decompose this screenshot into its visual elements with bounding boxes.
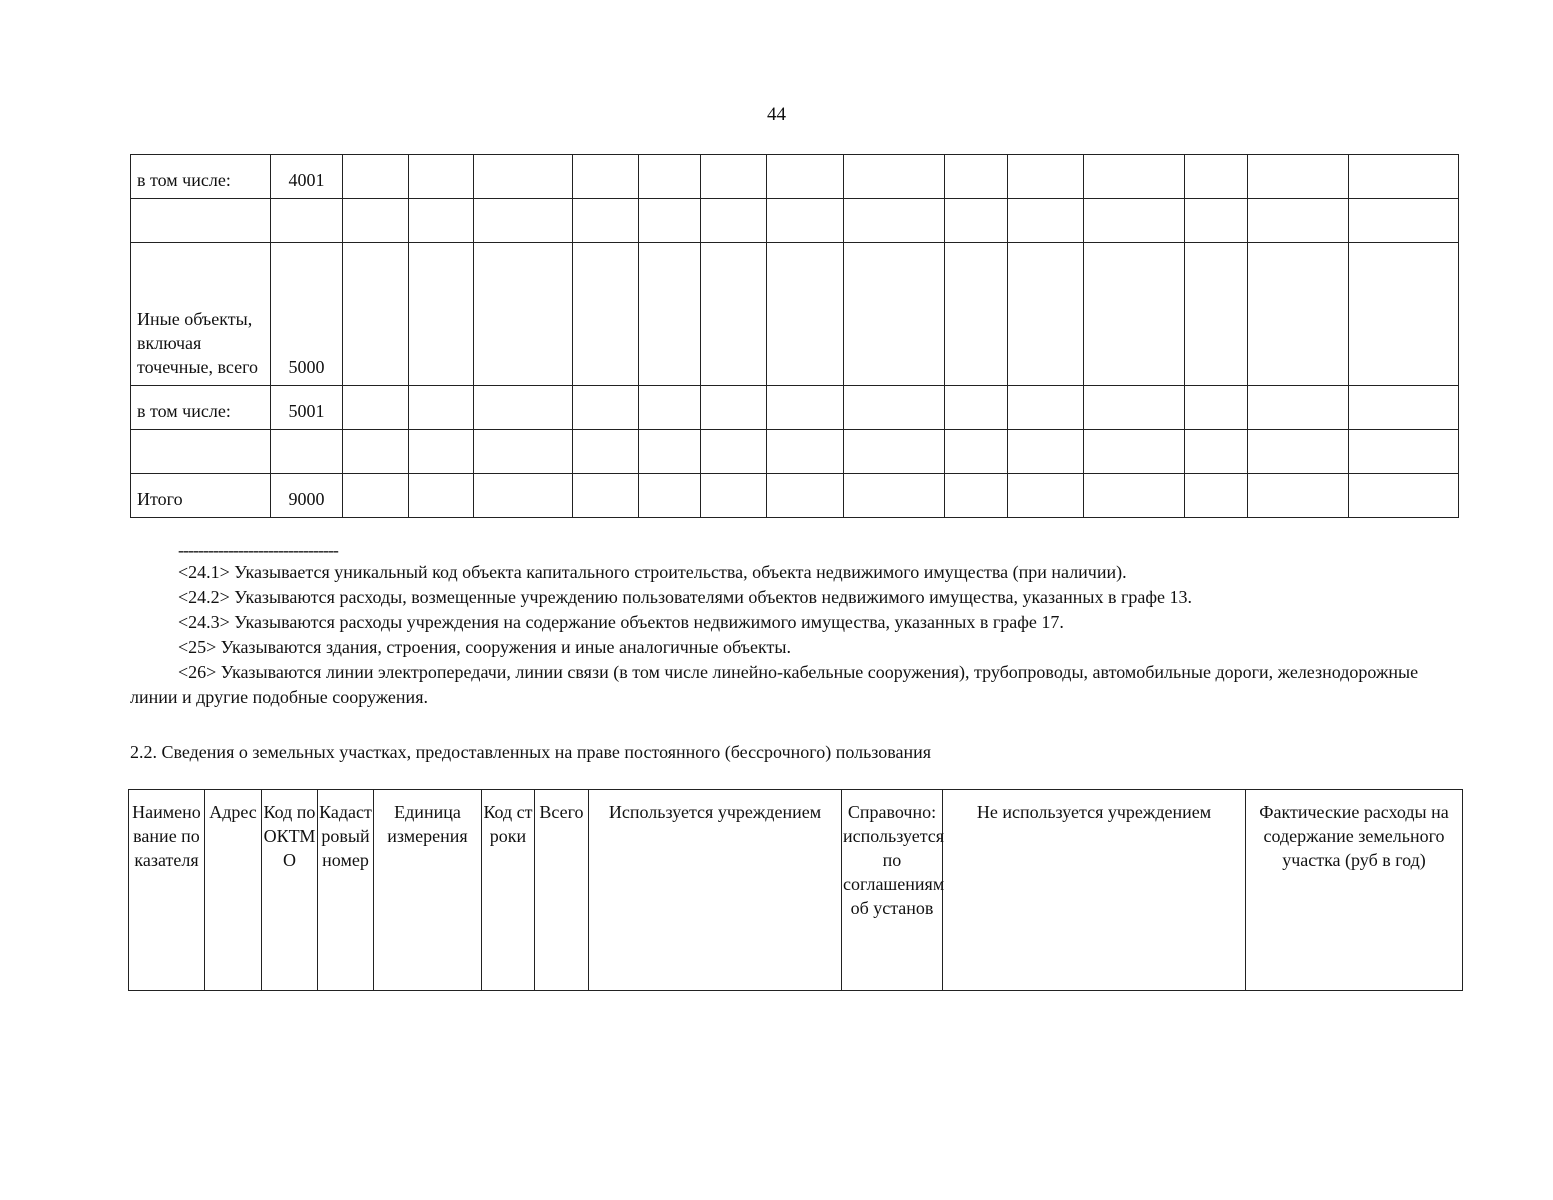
empty-cell [1084,386,1185,430]
empty-cell [945,243,1008,386]
empty-cell [701,199,767,243]
empty-cell [1185,474,1248,518]
empty-cell [409,155,474,199]
empty-cell [573,243,639,386]
section-title: 2.2. Сведения о земельных участках, предоставленных на праве постоянного (бессрочного) пользования [130,742,932,762]
empty-cell [474,243,573,386]
empty-cell [573,430,639,474]
empty-cell [767,199,844,243]
empty-cell [701,386,767,430]
empty-cell [1349,243,1459,386]
row-code: 5001 [271,386,343,430]
footnote-25: <25> Указываются здания, строения, сооружения и иные аналогичные объекты. [178,637,791,657]
empty-cell [1008,199,1084,243]
header-used-by-institution: Используется учреждением [589,790,842,991]
empty-cell [1084,243,1185,386]
row-code: 4001 [271,155,343,199]
header-indicator-name: Наименование показателя [129,790,205,991]
empty-cell [639,474,701,518]
empty-cell [343,199,409,243]
row-code: 9000 [271,474,343,518]
table-row [131,474,1459,518]
empty-cell [1349,199,1459,243]
empty-cell [1084,199,1185,243]
footnote-separator: -------------------------------- [178,540,338,560]
empty-cell [945,474,1008,518]
row-code [271,199,343,243]
empty-cell [1185,155,1248,199]
empty-cell [1008,474,1084,518]
land-plots-header-row [129,790,1463,991]
empty-cell [1008,386,1084,430]
empty-cell [474,474,573,518]
empty-cell [945,386,1008,430]
header-address: Адрес [205,790,262,991]
header-oktmo-code: Код по ОКТМО [262,790,318,991]
empty-cell [1248,430,1349,474]
empty-cell [639,199,701,243]
empty-cell [1084,430,1185,474]
header-actual-expenses: Фактические расходы на содержание земельного участка (руб в год) [1246,790,1463,991]
empty-cell [844,474,945,518]
empty-cell [474,155,573,199]
header-row-code: Код строки [482,790,535,991]
empty-cell [844,243,945,386]
header-cadastral-number: Кадастровый номер [318,790,374,991]
empty-cell [1248,474,1349,518]
empty-cell [701,243,767,386]
table-row [131,155,1459,199]
empty-cell [767,474,844,518]
empty-cell [343,474,409,518]
table-row [131,199,1459,243]
footnote-24-1: <24.1> Указывается уникальный код объекта капитального строительства, объекта недвижимого имущества (при наличии). [178,562,1127,582]
empty-cell [1084,155,1185,199]
empty-cell [639,430,701,474]
empty-cell [409,474,474,518]
empty-cell [474,199,573,243]
empty-cell [1248,386,1349,430]
empty-cell [945,199,1008,243]
empty-cell [1349,155,1459,199]
empty-cell [1349,386,1459,430]
empty-cell [639,386,701,430]
row-label [131,430,271,474]
header-unit-of-measure: Единица измерения [374,790,482,991]
footnotes [130,540,1450,710]
empty-cell [701,474,767,518]
empty-cell [573,386,639,430]
empty-cell [1008,243,1084,386]
empty-cell [409,243,474,386]
empty-cell [701,430,767,474]
empty-cell [1185,243,1248,386]
row-label: Итого [131,474,271,518]
footnote-26: <26> Указываются линии электропередачи, линии связи (в том числе линейно-кабельные сооружения), трубопроводы, автомобильные дороги, железнодорожные линии и другие подобные сооружения. [130,662,1419,707]
page-number: 44 [767,104,786,125]
empty-cell [1349,430,1459,474]
row-label: в том числе: [131,155,271,199]
empty-cell [573,155,639,199]
table-row [131,430,1459,474]
empty-cell [844,155,945,199]
empty-cell [639,155,701,199]
empty-cell [701,155,767,199]
row-label: в том числе: [131,386,271,430]
header-used-by-agreement: Справочно: используется по соглашениям об установ [842,790,943,991]
empty-cell [474,386,573,430]
empty-cell [1185,386,1248,430]
table-row [131,243,1459,386]
empty-cell [1185,430,1248,474]
empty-cell [945,430,1008,474]
empty-cell [767,430,844,474]
row-code: 5000 [271,243,343,386]
empty-cell [1185,199,1248,243]
property-table-continuation [130,154,1459,518]
empty-cell [1008,430,1084,474]
empty-cell [343,243,409,386]
footnote-24-3: <24.3> Указываются расходы учреждения на содержание объектов недвижимого имущества, указанных в графе 17. [178,612,1064,632]
empty-cell [343,430,409,474]
empty-cell [343,386,409,430]
empty-cell [945,155,1008,199]
empty-cell [573,199,639,243]
empty-cell [767,243,844,386]
empty-cell [474,430,573,474]
empty-cell [409,430,474,474]
empty-cell [767,386,844,430]
empty-cell [844,430,945,474]
empty-cell [409,386,474,430]
footnote-24-2: <24.2> Указываются расходы, возмещенные учреждению пользователями объектов недвижимого имущества, указанных в графе 13. [178,587,1192,607]
empty-cell [844,199,945,243]
empty-cell [409,199,474,243]
empty-cell [639,243,701,386]
empty-cell [343,155,409,199]
empty-cell [1248,155,1349,199]
land-plots-table [128,789,1463,991]
table-row [131,386,1459,430]
empty-cell [767,155,844,199]
empty-cell [844,386,945,430]
empty-cell [1248,243,1349,386]
row-code [271,430,343,474]
empty-cell [1008,155,1084,199]
empty-cell [573,474,639,518]
empty-cell [1248,199,1349,243]
header-total: Всего [535,790,589,991]
row-label: Иные объекты, включая точечные, всего [131,243,271,386]
empty-cell [1349,474,1459,518]
empty-cell [1084,474,1185,518]
row-label [131,199,271,243]
header-not-used: Не используется учреждением [943,790,1246,991]
